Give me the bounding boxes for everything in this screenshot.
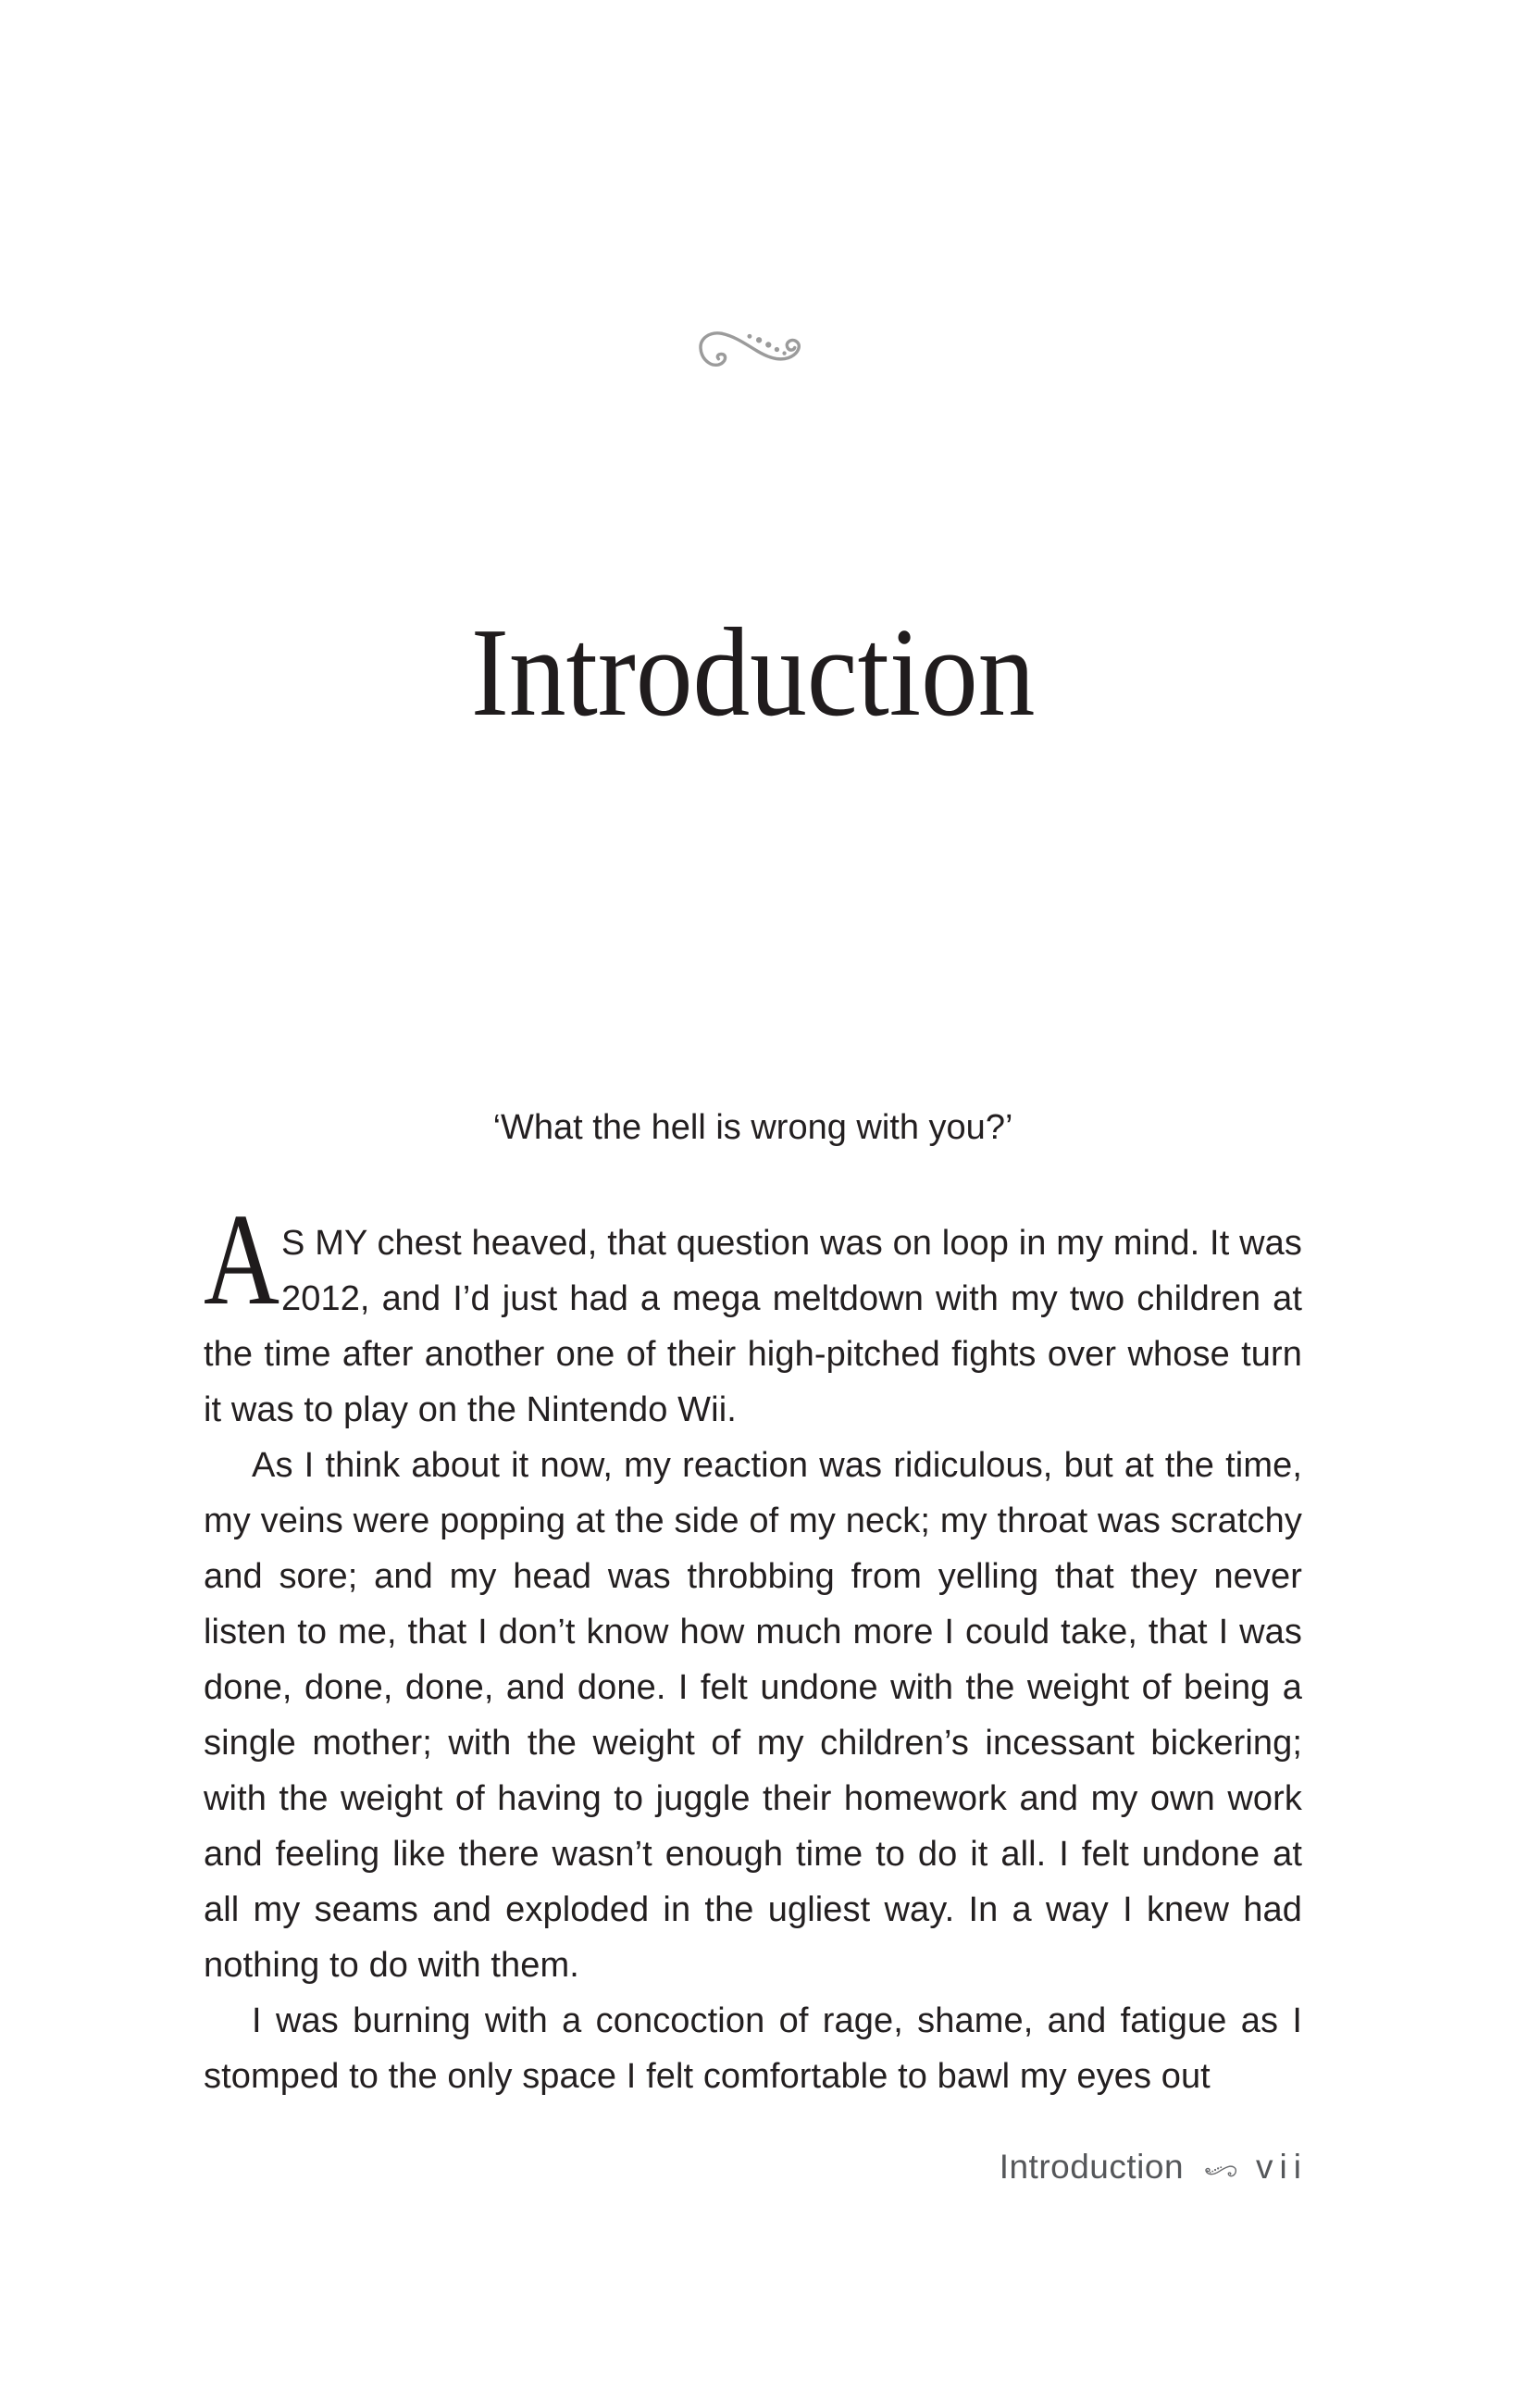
paragraph-1-text: S MY chest heaved, that question was on loop in my mind. It was 2012, and I’d just had a mega meltdown with my two children at the time after another one of their high-pitched fights over whose turn it was to play on the Nintendo Wii. — [204, 1224, 1302, 1429]
body-text-block — [204, 1186, 1302, 2104]
header-flourish-container — [204, 330, 1302, 369]
drop-cap — [204, 1186, 281, 1332]
page-title-text: Introduction — [470, 601, 1036, 742]
footer-page-number: vii — [1256, 2148, 1308, 2186]
drop-cap-letter: A — [204, 1186, 280, 1332]
footer-flourish-icon — [1202, 2165, 1237, 2177]
paragraph-3: I was burning with a concoction of rage, shame, and fatigue as I stomped to the only space I felt comfortable to bawl my eyes out — [204, 2001, 1302, 2096]
footer-section-label: Introduction — [999, 2148, 1185, 2186]
page-title — [204, 601, 1302, 742]
running-footer — [1000, 2150, 1308, 2184]
paragraph-1 — [204, 1186, 1302, 1438]
paragraph-2: As I think about it now, my reaction was ridiculous, but at the time, my veins were popping at the side of my neck; my throat was scratchy and sore; and my head was throbbing from yelling that they never listen to me, that I don’t know how much more I could take, that I was done, done, done, and done. I felt undone with the weight of being a single mother; with the weight of my children’s incessant bickering; with the weight of having to juggle their homework and my own work and feeling like there wasn’t enough time to do it all. I felt undone at all my seams and exploded in the ugliest way. In a way I knew had nothing to do with them. — [204, 1446, 1302, 1985]
epigraph-quote: ‘What the hell is wrong with you?’ — [492, 1108, 1013, 1147]
swash-flourish-icon — [697, 330, 810, 369]
